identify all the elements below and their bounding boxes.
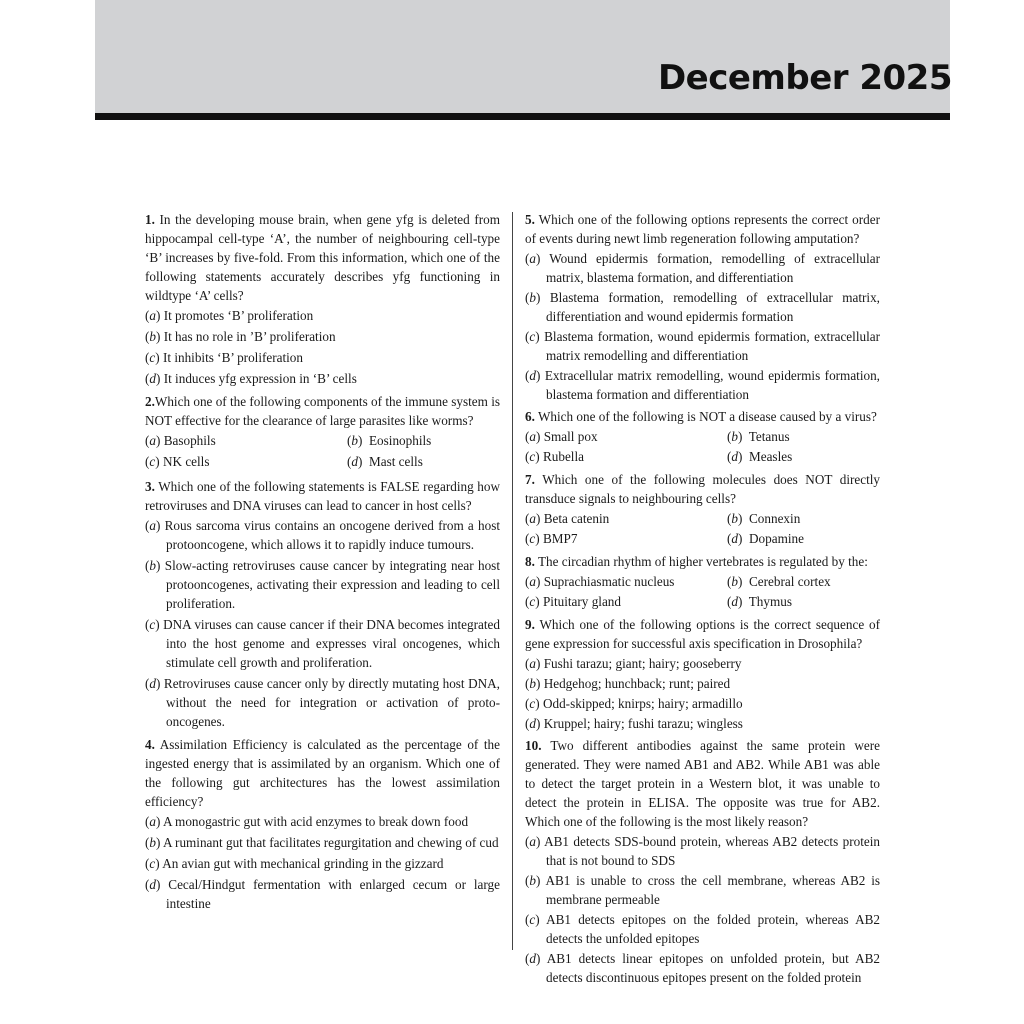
option-d: (d) It induces yfg expression in ‘B’ cells	[145, 371, 357, 386]
option-c: (c) NK cells	[145, 454, 210, 469]
option-list	[525, 509, 880, 549]
option-a: (a) Beta catenin	[525, 511, 610, 526]
question-stem	[145, 392, 500, 430]
option-list	[525, 427, 880, 467]
page-title: December 2025	[657, 58, 952, 98]
question-text: The circadian rhythm of higher vertebrates is regulated by the:	[537, 554, 868, 569]
column-divider	[512, 212, 513, 950]
right-column	[525, 210, 880, 990]
option-c: (c) It inhibits ‘B’ proliferation	[145, 350, 303, 365]
question-1	[145, 210, 500, 388]
question-stem	[525, 470, 880, 508]
option-b: (b) It has no role in ’B’ proliferation	[145, 329, 336, 344]
option-b: (b) A ruminant gut that facilitates regurgitation and chewing of cud	[145, 835, 499, 850]
question-number: 8.	[525, 554, 535, 569]
option-d: (d) AB1 detects linear epitopes on unfolded protein, but AB2 detects discontinuous epitopes present on the folded protein	[525, 951, 881, 985]
question-8	[525, 552, 880, 612]
question-6	[525, 407, 880, 467]
question-number: 7.	[525, 472, 535, 487]
question-stem	[145, 210, 500, 305]
option-d: (d) Kruppel; hairy; fushi tarazu; wingless	[525, 716, 743, 731]
option-a: (a) Suprachiasmatic nucleus	[525, 574, 675, 589]
option-list	[145, 812, 500, 913]
question-number: 6.	[525, 409, 535, 424]
question-number: 5.	[525, 212, 535, 227]
option-list	[145, 306, 500, 388]
question-10	[525, 736, 880, 987]
option-d: (d) Cecal/Hindgut fermentation with enlarged cecum or large intestine	[145, 877, 500, 911]
option-a: (a) AB1 detects SDS-bound protein, whereas AB2 detects protein that is not bound to SDS	[525, 834, 880, 868]
question-stem	[525, 552, 880, 571]
question-text: Which one of the following molecules does NOT directly transduce signals to neighbouring cells?	[525, 472, 880, 506]
option-c: (c) AB1 detects epitopes on the folded protein, whereas AB2 detects the unfolded epitopes	[525, 912, 880, 946]
option-list	[145, 516, 500, 731]
option-c: (c) An avian gut with mechanical grinding in the gizzard	[145, 856, 444, 871]
option-d: (d) Mast cells	[347, 454, 423, 469]
question-text: Two different antibodies against the same protein were generated. They were named AB1 and AB2. While AB1 was able to detect the target protein in a Western blot, it was unable to detect the protein in ELISA. The opposite was true for AB2. Which one of the following is the most likely reason?	[525, 738, 880, 829]
option-a: (a) Basophils	[145, 433, 216, 448]
option-list	[525, 832, 880, 987]
question-number: 9.	[525, 617, 535, 632]
question-stem	[525, 736, 880, 831]
question-7	[525, 470, 880, 549]
option-d: (d) Measles	[727, 449, 793, 464]
option-a: (a) Fushi tarazu; giant; hairy; gooseberry	[525, 656, 742, 671]
question-3	[145, 477, 500, 731]
option-c: (c) Blastema formation, wound epidermis formation, extracellular matrix remodelling and differentiation	[525, 329, 880, 363]
question-9	[525, 615, 880, 733]
question-5	[525, 210, 880, 404]
option-list	[525, 654, 880, 733]
question-stem	[145, 477, 500, 515]
question-stem	[525, 210, 880, 248]
option-list	[525, 572, 880, 612]
option-b: (b) Eosinophils	[347, 433, 432, 448]
option-b: (b) Hedgehog; hunchback; runt; paired	[525, 676, 731, 691]
option-b: (b) Slow-acting retroviruses cause cancer by integrating near host protooncogenes, activating their expression and leading to cell proliferation.	[145, 558, 500, 611]
option-b: (b) AB1 is unable to cross the cell membrane, whereas AB2 is membrane permeable	[525, 873, 880, 907]
option-a: (a) It promotes ‘B’ proliferation	[145, 308, 314, 323]
header-rule	[95, 113, 950, 120]
question-2	[145, 392, 500, 473]
question-text: Which one of the following is NOT a disease caused by a virus?	[537, 409, 877, 424]
option-c: (c) Rubella	[525, 449, 584, 464]
question-number: 4.	[145, 737, 155, 752]
question-number: 1.	[145, 212, 155, 227]
left-column	[145, 210, 500, 917]
option-a: (a) Small pox	[525, 429, 598, 444]
option-c: (c) DNA viruses can cause cancer if their DNA becomes integrated into the host genome and expresses viral oncogenes, which stimulate cell growth and proliferation.	[145, 617, 500, 670]
option-b: (b) Blastema formation, remodelling of extracellular matrix, differentiation and wound epidermis formation	[525, 290, 880, 324]
option-a: (a) A monogastric gut with acid enzymes to break down food	[145, 814, 469, 829]
question-text: Assimilation Efficiency is calculated as the percentage of the ingested energy that is assimilated by an organism. Which one of the following gut architectures has the lowest assimilation efficiency?	[145, 737, 500, 809]
option-list	[145, 431, 500, 473]
option-b: (b) Tetanus	[727, 429, 790, 444]
option-b: (b) Connexin	[727, 511, 801, 526]
option-c: (c) Pituitary gland	[525, 594, 621, 609]
option-b: (b) Cerebral cortex	[727, 574, 831, 589]
option-a: (a) Rous sarcoma virus contains an oncogene derived from a host protooncogene, which allows it to rapidly induce tumours.	[145, 518, 500, 552]
question-text: Which one of the following statements is FALSE regarding how retroviruses and DNA viruses can lead to cancer in host cells?	[145, 479, 500, 513]
option-list	[525, 249, 880, 404]
question-number: 3.	[145, 479, 155, 494]
question-stem	[145, 735, 500, 811]
question-number: 2.	[145, 394, 155, 409]
option-c: (c) BMP7	[525, 531, 578, 546]
option-d: (d) Dopamine	[727, 531, 804, 546]
question-text: Which one of the following components of the immune system is NOT effective for the clearance of large parasites like worms?	[145, 394, 500, 428]
option-c: (c) Odd-skipped; knirps; hairy; armadillo	[525, 696, 743, 711]
option-d: (d) Retroviruses cause cancer only by directly mutating host DNA, without the need for integration or activation of proto-oncogenes.	[145, 676, 500, 729]
option-d: (d) Thymus	[727, 594, 792, 609]
question-text: Which one of the following options is the correct sequence of gene expression for successful axis specification in Drosophila?	[525, 617, 880, 651]
question-stem	[525, 615, 880, 653]
option-d: (d) Extracellular matrix remodelling, wound epidermis formation, blastema formation and differentiation	[525, 368, 880, 402]
question-number: 10.	[525, 738, 542, 753]
question-4	[145, 735, 500, 913]
question-text: In the developing mouse brain, when gene yfg is deleted from hippocampal cell-type ‘A’, the number of neighbouring cell-type ‘B’ increases by five-fold. From this information, which one of the following statements accurately describes yfg functioning in wildtype ‘A’ cells?	[145, 212, 500, 303]
question-text: Which one of the following options represents the correct order of events during newt limb regeneration following amputation?	[525, 212, 880, 246]
question-stem	[525, 407, 880, 426]
option-a: (a) Wound epidermis formation, remodelling of extracellular matrix, blastema formation, and differentiation	[525, 251, 880, 285]
